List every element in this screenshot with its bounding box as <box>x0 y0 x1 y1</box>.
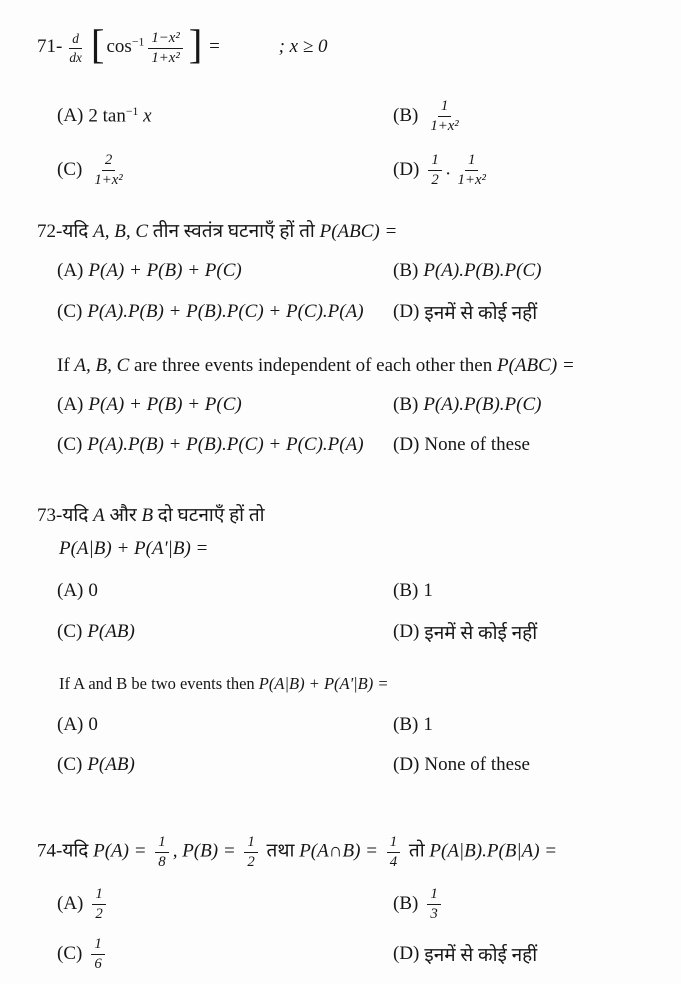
option-content: इनमें से कोई नहीं <box>424 303 538 325</box>
option-73-b-hi <box>393 579 537 603</box>
option-label: (D) <box>393 621 420 643</box>
question-71 <box>37 22 655 197</box>
option-content: 2 $\tan^{-1} x$ <box>88 104 152 127</box>
option-74-b <box>393 879 537 929</box>
option-label: (C) <box>57 943 83 965</box>
option-72-a-hi <box>57 259 393 283</box>
option-label: (B) <box>393 394 419 416</box>
q73-options-english <box>37 713 655 777</box>
option-label: (C) <box>57 159 83 181</box>
option-71-c <box>57 143 393 197</box>
option-content: $\frac{1}{6}$ <box>87 935 108 973</box>
option-label: (B) <box>393 714 419 736</box>
q71-condition: ; x ≥ 0 <box>278 36 328 58</box>
option-73-a-en <box>57 713 393 737</box>
option-content: P(A) + P(B) + P(C) <box>88 260 242 282</box>
option-content: P(A).P(B) + P(B).P(C) + P(C).P(A) <box>87 434 364 456</box>
question-72-statement-english: If A, B, C are three events independent of each other then P(ABC) = <box>57 355 575 377</box>
option-label: (D) <box>393 434 420 456</box>
option-72-c-hi <box>57 300 393 324</box>
option-72-b-en <box>393 393 542 417</box>
question-71-statement <box>37 22 655 68</box>
option-74-c <box>57 929 393 979</box>
option-72-c-en <box>57 433 393 457</box>
option-content: 1 <box>423 714 433 736</box>
q73-options-hindi <box>37 579 655 645</box>
option-label: (D) <box>393 943 420 965</box>
option-label: (B) <box>393 580 419 602</box>
q72-options-hindi <box>37 259 655 325</box>
option-73-d-hi <box>393 619 537 645</box>
option-content: $\frac{1}{\text{1+x²}}$ <box>430 98 459 134</box>
option-label: (A) <box>57 580 84 602</box>
option-content: इनमें से कोई नहीं <box>424 623 538 645</box>
q74-options <box>37 879 655 979</box>
option-content: P(A) + P(B) + P(C) <box>88 394 242 416</box>
option-73-a-hi <box>57 579 393 603</box>
option-label: (A) <box>57 893 84 915</box>
question-72-statement-hindi: 72-यदि A, B, C तीन स्वतंत्र घटनाएँ हों तो P(ABC) = <box>37 221 398 243</box>
option-72-a-en <box>57 393 393 417</box>
option-72-d-hi <box>393 299 542 325</box>
option-label: (D) <box>393 159 420 181</box>
option-content: P(A).P(B).P(C) <box>423 394 542 416</box>
q72-options-english <box>37 393 655 457</box>
option-label: (B) <box>393 260 419 282</box>
option-label: (A) <box>57 260 84 282</box>
option-content: None of these <box>424 434 530 456</box>
option-73-d-en <box>393 753 530 777</box>
option-content: P(A).P(B) + P(B).P(C) + P(C).P(A) <box>87 301 364 323</box>
option-74-d <box>393 929 537 979</box>
option-label: (C) <box>57 621 83 643</box>
option-content: 1 <box>423 580 433 602</box>
option-content: P(A).P(B).P(C) <box>423 260 542 282</box>
option-label: (C) <box>57 301 83 323</box>
option-73-b-en <box>393 713 530 737</box>
option-74-a <box>57 879 393 929</box>
q71-options <box>37 89 655 197</box>
option-content: None of these <box>424 754 530 776</box>
option-label: (B) <box>393 893 419 915</box>
option-content: इनमें से कोई नहीं <box>424 945 538 967</box>
option-content: P(AB) <box>87 754 135 776</box>
option-label: (B) <box>393 105 419 127</box>
option-label: (C) <box>57 434 83 456</box>
option-label: (A) <box>57 714 84 736</box>
option-content: $\frac{1}{3}$ <box>423 885 444 923</box>
option-71-a <box>57 89 393 143</box>
option-content: 0 <box>88 714 98 736</box>
option-label: (A) <box>57 105 84 127</box>
option-label: (D) <box>393 301 420 323</box>
option-content: $\frac{2}{\text{1+x²}}$ <box>94 152 123 188</box>
option-content: 0 <box>88 580 98 602</box>
question-72 <box>37 219 655 457</box>
option-73-c-hi <box>57 620 393 644</box>
q73-formula: P(A|B) + P(A'|B) = <box>59 538 209 560</box>
option-72-b-hi <box>393 259 542 283</box>
option-72-d-en <box>393 433 542 457</box>
option-73-c-en <box>57 753 393 777</box>
option-label: (A) <box>57 394 84 416</box>
option-label: (D) <box>393 754 420 776</box>
question-74-statement: 74-यदि P(A) = $\frac{1}{8}$ , P(B) = $\frac{1}{2}$ तथा P(A∩B) = $\frac{1}{4}$ तो P(A|B).P(B|A) = <box>37 834 558 870</box>
question-73-statement-english: If A and B be two events then P(A|B) + P(A'|B) = <box>59 674 389 694</box>
option-content: $\frac{1}{2}$ . $\frac{1}{\text{1+x²}}$ <box>424 151 493 189</box>
q71-derivative-expression: 71- $\frac{d}{dx}$ [ $\cos^{-1}$ $\frac{\text{1−x²}}{\text{1+x²}}$ ] = <box>37 22 220 68</box>
option-content: $\frac{1}{2}$ <box>88 885 109 923</box>
option-content: P(AB) <box>87 621 135 643</box>
option-71-b <box>393 89 493 143</box>
question-73-statement-hindi: 73-यदि A और B दो घटनाएँ हों तो <box>37 505 265 527</box>
option-label: (C) <box>57 754 83 776</box>
option-71-d <box>393 143 493 197</box>
question-73 <box>37 503 655 777</box>
question-74 <box>37 833 655 979</box>
